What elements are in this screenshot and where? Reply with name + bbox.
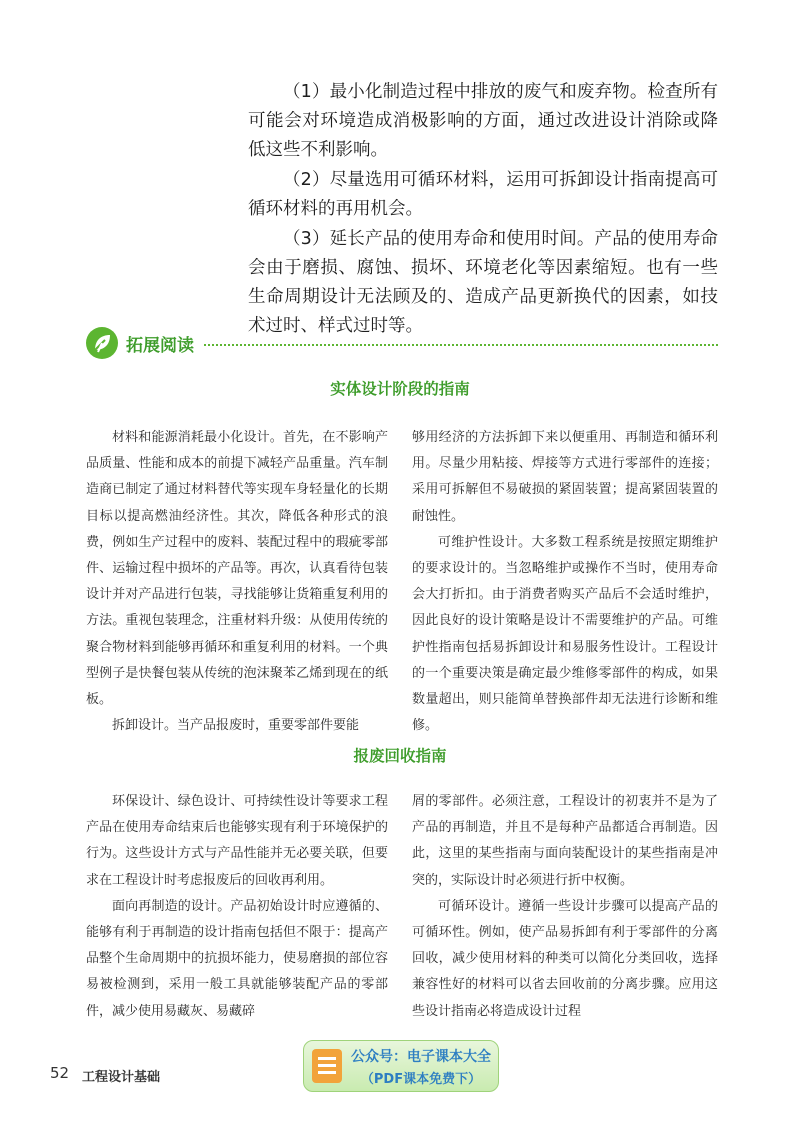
section1-left-column [86, 425, 388, 739]
intro-paragraphs [248, 78, 718, 342]
paragraph: 拆卸设计。当产品报废时，重要零部件要能 [112, 718, 360, 734]
paragraph: （3）延长产品的使用寿命和使用时间。产品的使用寿命会由于磨损、腐蚀、损坏、环境老化等因素缩短。也有一些生命周期设计无法顾及的、造成产品更新换代的因素，如技术过时、样式过时等。 [248, 229, 718, 336]
watermark-line2: （PDF课本免费下） [360, 1072, 482, 1087]
paragraph: （2）尽量选用可循环材料，运用可拆卸设计指南提高可循环材料的再用机会。 [248, 170, 718, 219]
paragraph: 面向再制造的设计。产品初始设计时应遵循的、能够有利于再制造的设计指南包括但不限于：提高产品整个生命周期中的抗损坏能力，使易磨损的部位容易被检测到，采用一般工具就能够装配产品的零部件，减少使用易藏灰、易藏碎 [86, 898, 388, 1019]
section2-right-column [412, 789, 718, 1025]
paragraph: 材料和能源消耗最小化设计。首先，在不影响产品质量、性能和成本的前提下减轻产品重量。汽车制造商已制定了通过材料替代等实现车身轻量化的长期目标以提高燃油经济性。其次，降低各种形式的浪费，例如生产过程中的废料、装配过程中的瑕疵零部件、运输过程中损坏的产品等。再次，认真看待包装设计并对产品进行包装，寻找能够让货箱重复利用的方法。重视包装理念，注重材料升级：从使用传统的聚合物材料到能够再循环和重复利用的材料。一个典型例子是快餐包装从传统的泡沫聚苯乙烯到现在的纸板。 [86, 430, 388, 708]
paragraph: 可循环设计。遵循一些设计步骤可以提高产品的可循环性。例如，使产品易拆卸有利于零部件的分离回收，减少使用材料的种类可以简化分类回收，选择兼容性好的材料可以省去回收前的分离步骤。应用这些设计指南必将造成设计过程 [412, 898, 718, 1019]
section-title: 报废回收指南 [353, 747, 447, 765]
extended-reading-header [86, 327, 718, 367]
section-title: 实体设计阶段的指南 [330, 380, 470, 398]
paragraph: 可维护性设计。大多数工程系统是按照定期维护的要求设计的。当忽略维护或操作不当时，使用寿命会大打折扣。由于消费者购买产品后不会适时维护，因此良好的设计策略是设计不需要维护的产品。可维护性指南包括易拆卸设计和易服务性设计。工程设计的一个重要决策是确定最少维修零部件的构成，如果数量超出，则只能简单替换部件却无法进行诊断和维修。 [412, 534, 718, 734]
dotted-divider [204, 344, 718, 346]
extended-reading-title: 拓展阅读 [126, 336, 194, 356]
book-icon [312, 1049, 342, 1083]
section2-left-column [86, 789, 388, 1025]
paragraph: 屑的零部件。必须注意，工程设计的初衷并不是为了产品的再制造，并且不是每种产品都适合再制造。因此，这里的某些指南与面向装配设计的某些指南是冲突的，实际设计时必须进行折中权衡。 [412, 794, 718, 888]
paragraph: 够用经济的方法拆卸下来以便重用、再制造和循环利用。尽量少用粘接、焊接等方式进行零部件的连接；采用可拆解但不易破损的紧固装置；提高紧固装置的耐蚀性。 [412, 430, 718, 524]
paragraph: （1）最小化制造过程中排放的废气和废弃物。检查所有可能会对环境造成消极影响的方面，通过改进设计消除或降低这些不利影响。 [248, 82, 718, 160]
leaf-icon [86, 327, 118, 359]
section1-right-column [412, 425, 718, 739]
watermark-badge [303, 1040, 499, 1092]
page-number: 52 [50, 1064, 70, 1082]
watermark-line1: 公众号：电子课本大全 [351, 1049, 491, 1065]
paragraph: 环保设计、绿色设计、可持续性设计等要求工程产品在使用寿命结束后也能够实现有利于环境保护的行为。这些设计方式与产品性能并无必要关联，但要求在工程设计时考虑报废后的回收再利用。 [86, 794, 388, 888]
book-title: 工程设计基础 [82, 1070, 161, 1085]
